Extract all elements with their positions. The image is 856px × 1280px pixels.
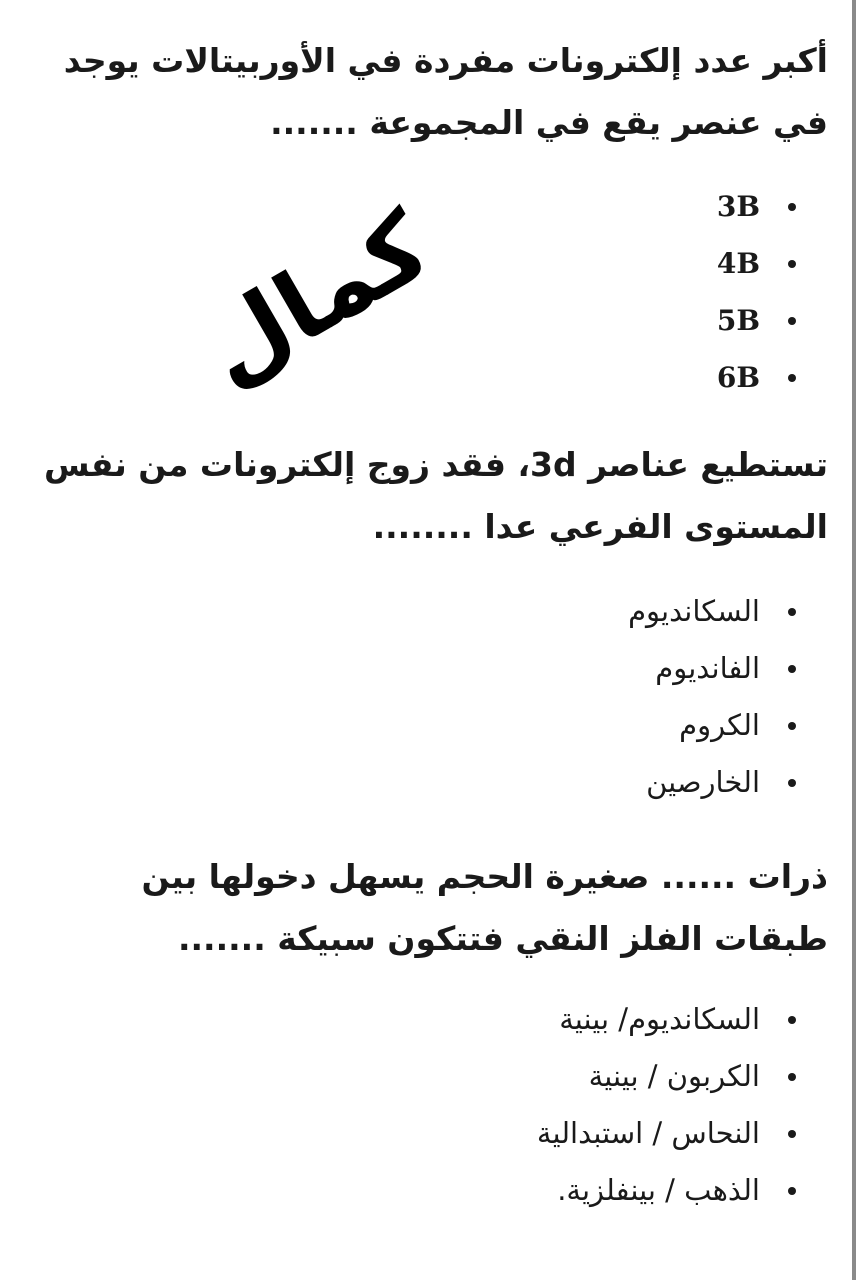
question-3-option-4[interactable]: الذهب / بينفلزية. xyxy=(228,1162,828,1219)
question-3-options xyxy=(228,991,828,1219)
question-1-text: أكبر عدد إلكترونات مفردة في الأوربيتالات يوجد في عنصر يقع في المجموعة ....... xyxy=(63,41,828,142)
question-3-option-1[interactable]: السكانديوم/ بينية xyxy=(228,991,828,1048)
question-2-option-4[interactable]: الخارصين xyxy=(228,754,828,811)
question-3-text: ذرات ...... صغيرة الحجم يسهل دخولها بين طبقات الفلز النقي فتتكون سبيكة ....... xyxy=(141,857,828,958)
question-2-option-1[interactable]: السكانديوم xyxy=(228,583,828,640)
question-2-options xyxy=(228,583,828,811)
question-2-option-3[interactable]: الكروم xyxy=(228,697,828,754)
question-2-text: تستطيع عناصر 3d، فقد زوج إلكترونات من نفس المستوى الفرعي عدا ........ xyxy=(44,445,828,546)
question-1-option-4[interactable]: 6B xyxy=(228,349,828,406)
question-3-option-2[interactable]: الكربون / بينية xyxy=(228,1048,828,1105)
question-3-option-3[interactable]: النحاس / استبدالية xyxy=(228,1105,828,1162)
question-1-option-1[interactable]: 3B xyxy=(228,178,828,235)
question-2-option-2[interactable]: الفانديوم xyxy=(228,640,828,697)
question-1-option-3[interactable]: 5B xyxy=(228,292,828,349)
question-1-option-2[interactable]: 4B xyxy=(228,235,828,292)
name-stamp: كمال xyxy=(184,189,448,407)
